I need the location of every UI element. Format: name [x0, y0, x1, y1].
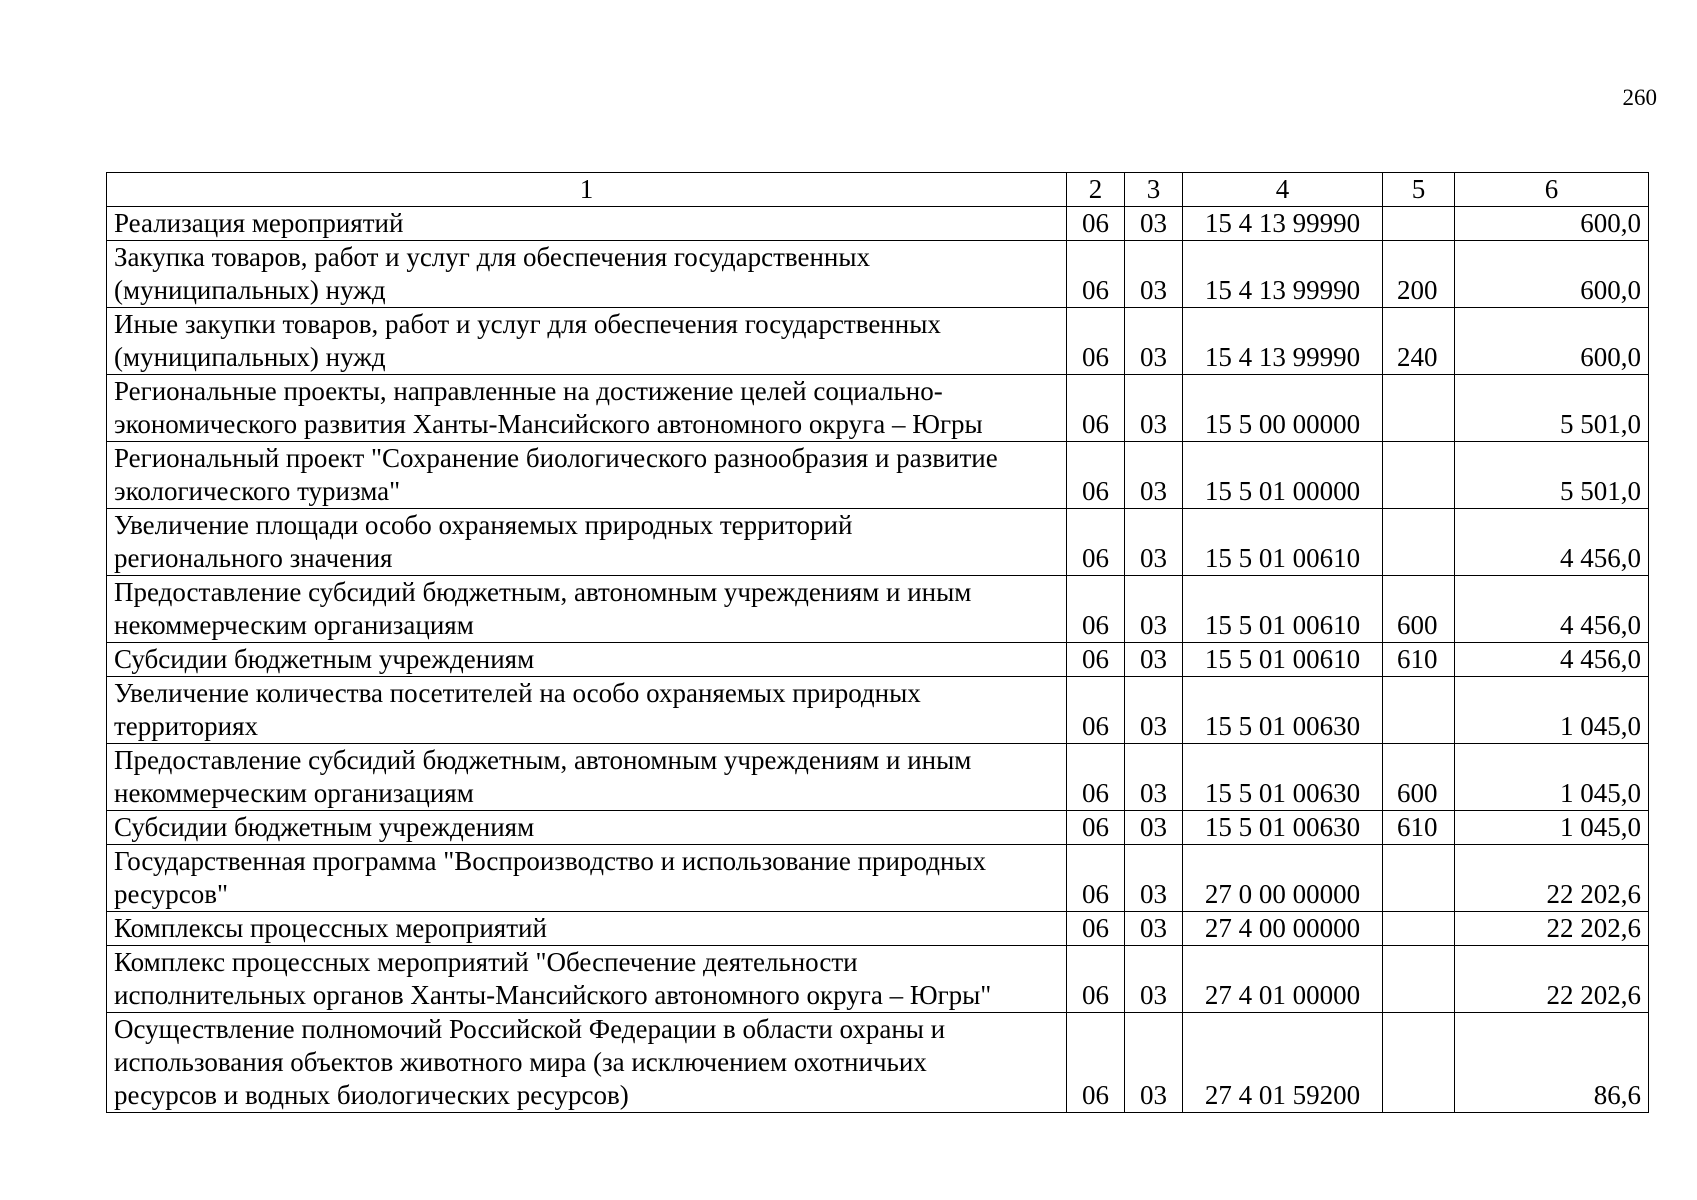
target-article-cell: 15 5 01 00000 — [1183, 442, 1383, 509]
target-article-cell: 27 4 01 00000 — [1183, 946, 1383, 1013]
expense-type-cell — [1383, 375, 1455, 442]
subsection-code-cell: 03 — [1125, 442, 1183, 509]
amount-cell: 4 456,0 — [1455, 509, 1649, 576]
table-header-row — [107, 173, 1649, 207]
row-name-cell — [107, 509, 1067, 576]
expense-type-cell — [1383, 442, 1455, 509]
amount-cell: 1 045,0 — [1455, 677, 1649, 744]
target-article-cell: 15 4 13 99990 — [1183, 308, 1383, 375]
subsection-code-cell: 03 — [1125, 744, 1183, 811]
target-article-cell: 15 4 13 99990 — [1183, 241, 1383, 308]
section-code-cell: 06 — [1067, 308, 1125, 375]
row-name-line: (муниципальных) нужд — [114, 342, 386, 372]
row-name-line: Иные закупки товаров, работ и услуг для обеспечения государственных — [114, 309, 941, 339]
row-name-line: Государственная программа "Воспроизводство и использование природных — [114, 846, 987, 876]
target-article-cell: 15 5 01 00610 — [1183, 509, 1383, 576]
row-name-cell — [107, 308, 1067, 375]
section-code-cell: 06 — [1067, 845, 1125, 912]
column-header: 3 — [1125, 173, 1183, 207]
table-row — [107, 375, 1649, 442]
row-name-cell — [107, 946, 1067, 1013]
subsection-code-cell: 03 — [1125, 912, 1183, 946]
amount-cell: 600,0 — [1455, 207, 1649, 241]
row-name-line: Увеличение количества посетителей на особо охраняемых природных — [114, 678, 921, 708]
expense-type-cell — [1383, 1013, 1455, 1113]
target-article-cell: 15 5 01 00630 — [1183, 744, 1383, 811]
target-article-cell: 15 5 01 00630 — [1183, 677, 1383, 744]
expense-type-cell — [1383, 677, 1455, 744]
budget-table — [106, 172, 1649, 1113]
row-name-line: Предоставление субсидий бюджетным, автономным учреждениям и иным — [114, 577, 972, 607]
subsection-code-cell: 03 — [1125, 308, 1183, 375]
row-name-line: использования объектов животного мира (за исключением охотничьих — [114, 1047, 927, 1077]
row-name-cell — [107, 1013, 1067, 1113]
row-name-line: экономического развития Ханты-Мансийского автономного округа – Югры — [114, 409, 983, 439]
subsection-code-cell: 03 — [1125, 643, 1183, 677]
section-code-cell: 06 — [1067, 811, 1125, 845]
row-name-cell — [107, 643, 1067, 677]
column-header: 1 — [107, 173, 1067, 207]
target-article-cell: 15 4 13 99990 — [1183, 207, 1383, 241]
table-row — [107, 643, 1649, 677]
row-name-line: Предоставление субсидий бюджетным, автономным учреждениям и иным — [114, 745, 972, 775]
amount-cell: 5 501,0 — [1455, 375, 1649, 442]
table-row — [107, 207, 1649, 241]
table-row — [107, 308, 1649, 375]
column-header: 5 — [1383, 173, 1455, 207]
section-code-cell: 06 — [1067, 643, 1125, 677]
subsection-code-cell: 03 — [1125, 576, 1183, 643]
subsection-code-cell: 03 — [1125, 845, 1183, 912]
table-row — [107, 744, 1649, 811]
subsection-code-cell: 03 — [1125, 677, 1183, 744]
expense-type-cell — [1383, 912, 1455, 946]
table-row — [107, 576, 1649, 643]
expense-type-cell: 600 — [1383, 744, 1455, 811]
target-article-cell: 15 5 01 00610 — [1183, 643, 1383, 677]
section-code-cell: 06 — [1067, 677, 1125, 744]
expense-type-cell — [1383, 207, 1455, 241]
table-row — [107, 241, 1649, 308]
row-name-line: некоммерческим организациям — [114, 610, 474, 640]
row-name-cell — [107, 442, 1067, 509]
expense-type-cell — [1383, 946, 1455, 1013]
section-code-cell: 06 — [1067, 744, 1125, 811]
row-name-line: некоммерческим организациям — [114, 778, 474, 808]
column-header: 4 — [1183, 173, 1383, 207]
amount-cell: 86,6 — [1455, 1013, 1649, 1113]
subsection-code-cell: 03 — [1125, 1013, 1183, 1113]
row-name-line: Комплексы процессных мероприятий — [114, 913, 547, 943]
expense-type-cell: 610 — [1383, 643, 1455, 677]
amount-cell: 1 045,0 — [1455, 811, 1649, 845]
amount-cell: 5 501,0 — [1455, 442, 1649, 509]
subsection-code-cell: 03 — [1125, 811, 1183, 845]
row-name-line: исполнительных органов Ханты-Мансийского автономного округа – Югры" — [114, 980, 992, 1010]
target-article-cell: 15 5 01 00610 — [1183, 576, 1383, 643]
expense-type-cell — [1383, 845, 1455, 912]
section-code-cell: 06 — [1067, 442, 1125, 509]
row-name-cell — [107, 207, 1067, 241]
section-code-cell: 06 — [1067, 207, 1125, 241]
row-name-line: (муниципальных) нужд — [114, 275, 386, 305]
amount-cell: 600,0 — [1455, 241, 1649, 308]
section-code-cell: 06 — [1067, 576, 1125, 643]
row-name-line: Комплекс процессных мероприятий "Обеспечение деятельности — [114, 947, 858, 977]
target-article-cell: 15 5 01 00630 — [1183, 811, 1383, 845]
row-name-line: территориях — [114, 711, 259, 741]
row-name-cell — [107, 845, 1067, 912]
section-code-cell: 06 — [1067, 946, 1125, 1013]
page-number: 260 — [1622, 85, 1657, 110]
row-name-cell — [107, 241, 1067, 308]
amount-cell: 22 202,6 — [1455, 912, 1649, 946]
amount-cell: 4 456,0 — [1455, 576, 1649, 643]
amount-cell: 1 045,0 — [1455, 744, 1649, 811]
amount-cell: 600,0 — [1455, 308, 1649, 375]
row-name-line: Реализация мероприятий — [114, 208, 404, 238]
section-code-cell: 06 — [1067, 1013, 1125, 1113]
amount-cell: 4 456,0 — [1455, 643, 1649, 677]
row-name-line: Субсидии бюджетным учреждениям — [114, 812, 535, 842]
row-name-cell — [107, 677, 1067, 744]
table-row — [107, 509, 1649, 576]
amount-cell: 22 202,6 — [1455, 946, 1649, 1013]
row-name-line: ресурсов" — [114, 879, 229, 909]
row-name-cell — [107, 576, 1067, 643]
section-code-cell: 06 — [1067, 241, 1125, 308]
table-row — [107, 1013, 1649, 1113]
row-name-line: Закупка товаров, работ и услуг для обеспечения государственных — [114, 242, 871, 272]
subsection-code-cell: 03 — [1125, 375, 1183, 442]
row-name-line: Субсидии бюджетным учреждениям — [114, 644, 535, 674]
amount-cell: 22 202,6 — [1455, 845, 1649, 912]
column-header: 2 — [1067, 173, 1125, 207]
target-article-cell: 15 5 00 00000 — [1183, 375, 1383, 442]
table-row — [107, 946, 1649, 1013]
row-name-cell — [107, 744, 1067, 811]
target-article-cell: 27 0 00 00000 — [1183, 845, 1383, 912]
row-name-cell — [107, 811, 1067, 845]
row-name-cell — [107, 375, 1067, 442]
row-name-line: Увеличение площади особо охраняемых природных территорий — [114, 510, 853, 540]
target-article-cell: 27 4 01 59200 — [1183, 1013, 1383, 1113]
section-code-cell: 06 — [1067, 509, 1125, 576]
table-row — [107, 845, 1649, 912]
row-name-line: Региональные проекты, направленные на достижение целей социально- — [114, 376, 943, 406]
subsection-code-cell: 03 — [1125, 241, 1183, 308]
row-name-line: регионального значения — [114, 543, 393, 573]
subsection-code-cell: 03 — [1125, 509, 1183, 576]
table-row — [107, 677, 1649, 744]
target-article-cell: 27 4 00 00000 — [1183, 912, 1383, 946]
subsection-code-cell: 03 — [1125, 207, 1183, 241]
row-name-line: экологического туризма" — [114, 476, 401, 506]
table-row — [107, 912, 1649, 946]
expense-type-cell: 240 — [1383, 308, 1455, 375]
column-header: 6 — [1455, 173, 1649, 207]
row-name-line: ресурсов и водных биологических ресурсов) — [114, 1080, 629, 1110]
expense-type-cell: 600 — [1383, 576, 1455, 643]
row-name-cell — [107, 912, 1067, 946]
expense-type-cell: 200 — [1383, 241, 1455, 308]
row-name-line: Осуществление полномочий Российской Федерации в области охраны и — [114, 1014, 946, 1044]
table-row — [107, 442, 1649, 509]
expense-type-cell — [1383, 509, 1455, 576]
expense-type-cell: 610 — [1383, 811, 1455, 845]
subsection-code-cell: 03 — [1125, 946, 1183, 1013]
section-code-cell: 06 — [1067, 375, 1125, 442]
section-code-cell: 06 — [1067, 912, 1125, 946]
row-name-line: Региональный проект "Сохранение биологического разнообразия и развитие — [114, 443, 998, 473]
table-row — [107, 811, 1649, 845]
